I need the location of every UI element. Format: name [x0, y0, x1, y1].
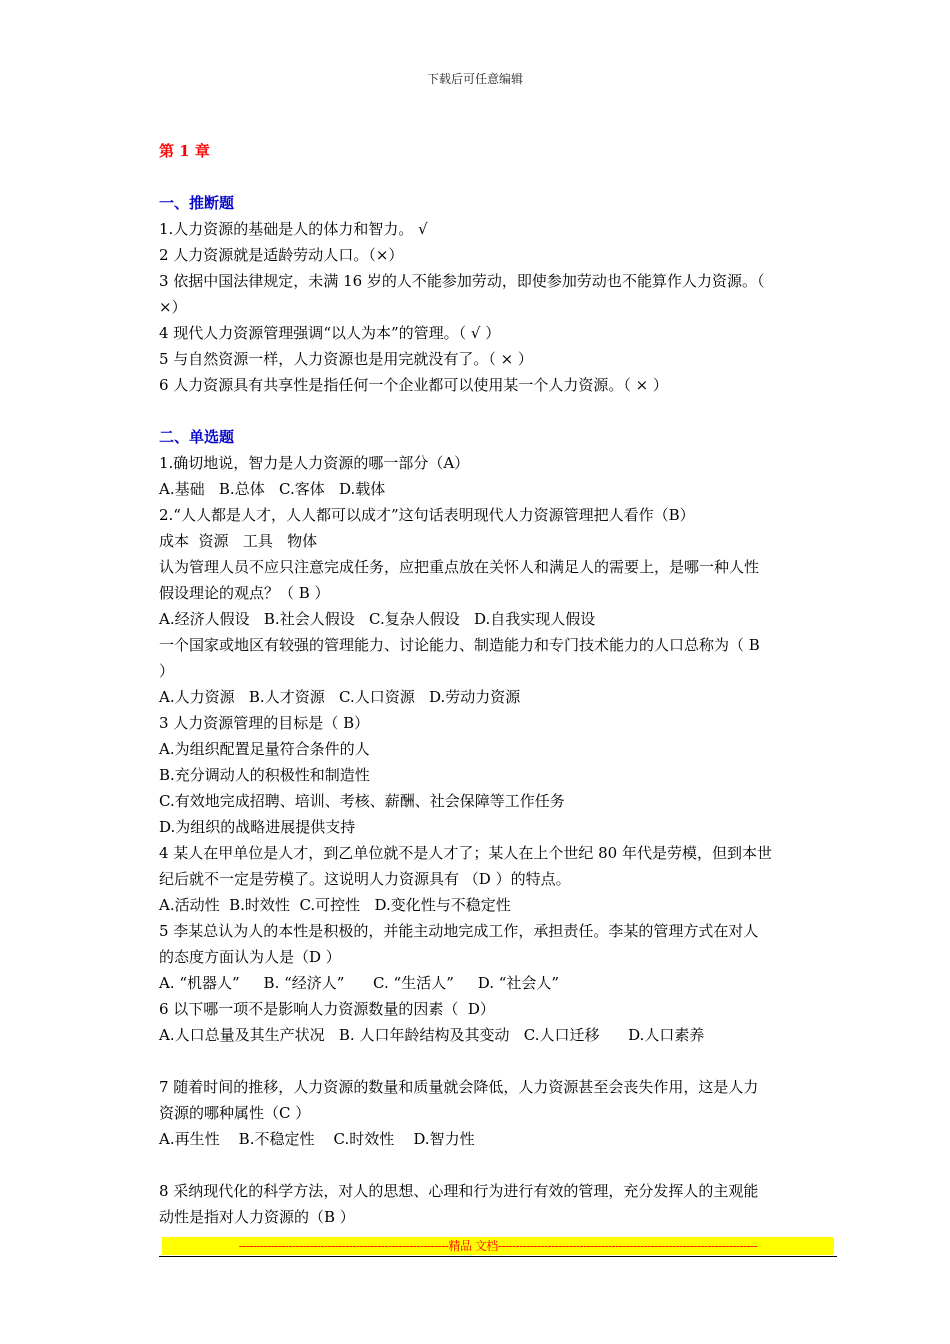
spacer — [159, 164, 839, 190]
question-line: 纪后就不一定是劳模了。这说明人力资源具有 （D ）的特点。 — [159, 870, 571, 888]
question-line: 2 人力资源就是适龄劳动人口。（×） — [159, 246, 404, 264]
question-line: A.人力资源 B.人才资源 C.人口资源 D.劳动力资源 — [159, 688, 521, 706]
question-line: 资源的哪种属性（C ） — [159, 1104, 311, 1122]
question-line: C.有效地完成招聘、培训、考核、薪酬、社会保障等工作任务 — [159, 792, 565, 810]
question-line: 动性是指对人力资源的（B ） — [159, 1208, 355, 1226]
question-line: ×） — [159, 298, 187, 316]
question-line: 8 采纳现代化的科学方法，对人的思想、心理和行为进行有效的管理，充分发挥人的主观能 — [159, 1182, 759, 1200]
question-line: A.人口总量及其生产状况 B. 人口年龄结构及其变动 C.人口迁移 D.人口素养 — [159, 1026, 705, 1044]
question-line: A.经济人假设 B.社会人假设 C.复杂人假设 D.自我实现人假设 — [159, 610, 596, 628]
question-line: 1.确切地说，智力是人力资源的哪一部分（A） — [159, 454, 470, 472]
section-title-single-choice: 二、单选题 — [159, 428, 235, 446]
question-line: D.为组织的战略进展提供支持 — [159, 818, 356, 836]
spacer — [159, 1048, 839, 1074]
page-header: 下载后可任意编辑 — [426, 72, 523, 86]
single-choice-questions-part-3 — [159, 1178, 839, 1230]
question-line: A.再生性 B.不稳定性 C.时效性 D.智力性 — [159, 1130, 475, 1148]
question-line: 3 人力资源管理的目标是（ B） — [159, 714, 370, 732]
question-line: 1.人力资源的基础是人的体力和智力。 √ — [159, 220, 428, 238]
question-line: ） — [159, 662, 175, 680]
section-title-true-false: 一、推断题 — [159, 194, 235, 212]
single-choice-questions-part-2 — [159, 1074, 839, 1152]
question-line: 3 依据中国法律规定，未满 16 岁的人不能参加劳动，即使参加劳动也不能算作人力资源。（ — [159, 272, 765, 290]
question-line: 6 以下哪一项不是影响人力资源数量的因素（ D） — [159, 1000, 495, 1018]
question-line: 4 某人在甲单位是人才，到乙单位就不是人才了；某人在上个世纪 80 年代是劳模，但到本世 — [159, 844, 772, 862]
single-choice-questions-part-1 — [159, 450, 839, 1048]
question-line: A. “机器人” B. “经济人” C. “生活人” D. “社会人” — [159, 974, 560, 992]
spacer — [159, 1152, 839, 1178]
question-line: A.为组织配置足量符合条件的人 — [159, 740, 370, 758]
question-line: B.充分调动人的积极性和制造性 — [159, 766, 370, 784]
question-line: 7 随着时间的推移，人力资源的数量和质量就会降低，人力资源甚至会丧失作用，这是人力 — [159, 1078, 759, 1096]
spacer — [159, 398, 839, 424]
question-line: 一个国家或地区有较强的管理能力、讨论能力、制造能力和专门技术能力的人口总称为（ B — [159, 636, 760, 654]
footer-divider — [159, 1256, 837, 1257]
chapter-title: 第 1 章 — [159, 142, 210, 160]
question-line: 成本 资源 工具 物体 — [159, 532, 318, 550]
question-line: 2.“人人都是人才，人人都可以成才”这句话表明现代人力资源管理把人看作（B） — [159, 506, 695, 524]
question-line: 5 李某总认为人的本性是积极的，并能主动地完成工作，承担责任。李某的管理方式在对人 — [159, 922, 759, 940]
question-line: 认为管理人员不应只注意完成任务，应把重点放在关怀人和满足人的需要上，是哪一种人性 — [159, 558, 760, 576]
question-line: 6 人力资源具有共享性是指任何一个企业都可以使用某一个人力资源。（ × ） — [159, 376, 668, 394]
document-body — [159, 138, 839, 1230]
question-line: 5 与自然资源一样，人力资源也是用完就没有了。（ × ） — [159, 350, 533, 368]
true-false-questions — [159, 216, 839, 398]
question-line: 的态度方面认为人是（D ） — [159, 948, 341, 966]
question-line: A.活动性 B.时效性 C.可控性 D.变化性与不稳定性 — [159, 896, 511, 914]
question-line: A.基础 B.总体 C.客体 D.载体 — [159, 480, 386, 498]
question-line: 假设理论的观点？（ B ） — [159, 584, 330, 602]
page-footer — [159, 1237, 837, 1257]
footer-banner: -----------------------------------------------------------精品 文档------------------------------------------------------------------------- — [162, 1237, 834, 1255]
question-line: 4 现代人力资源管理强调“以人为本”的管理。（ √ ） — [159, 324, 501, 342]
